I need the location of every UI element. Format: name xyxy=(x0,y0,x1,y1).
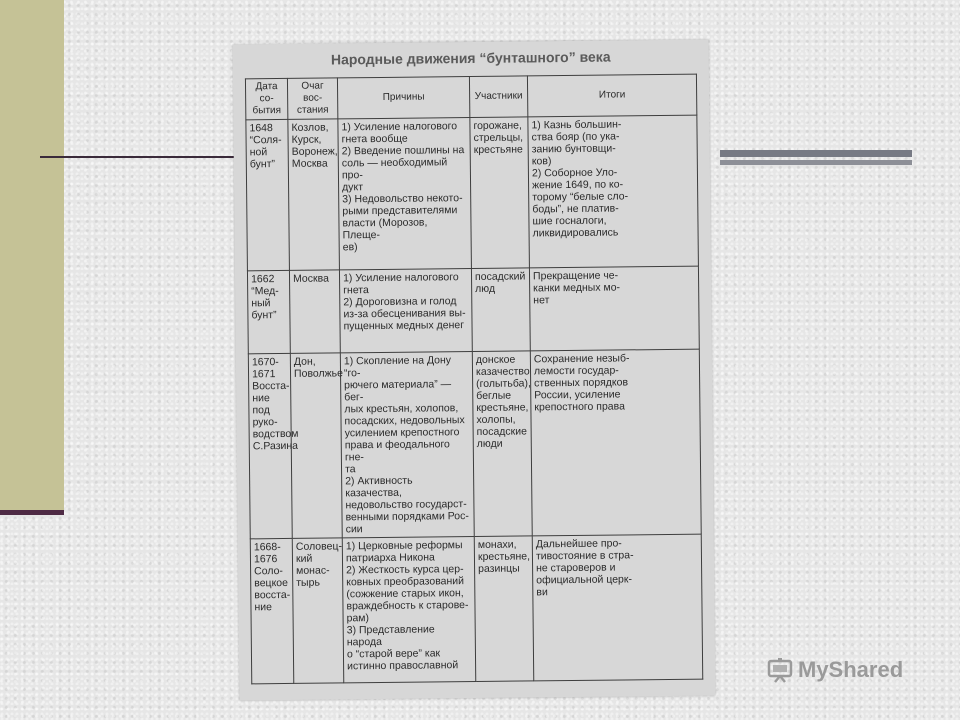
cell-place: Соловец- кий монас- тырь xyxy=(292,538,344,684)
divider-bar-right xyxy=(720,150,912,157)
cell-participants: донское казачество (голытьба), беглые крестьяне, холопы, посадские люди xyxy=(472,351,532,537)
table-row xyxy=(250,534,702,684)
cell-date: 1670- 1671 Восста- ние под руко- водством С.Разина xyxy=(248,353,292,538)
cell-causes: 1) Усиление налогового гнета вообще 2) Введение пошлины на соль — необходимый про- дукт 3) Недовольство некото- рыми представителями власти (Морозов, Плеще- ев) xyxy=(338,118,472,270)
cell-results: Прекращение че- канки медных мо- нет xyxy=(529,266,699,351)
column-header-place: Очаг вос- стания xyxy=(287,78,337,120)
table-header-row xyxy=(245,74,696,120)
cell-place: Козлов, Курск, Воронеж, Москва xyxy=(288,119,340,271)
cell-results: 1) Казнь большин- ства бояр (по ука- занию бунтовщи- ков) 2) Соборное Уло- жение 1649, по ко- торому “белые сло- боды”, не платив- шие госналоги, ликвидировались xyxy=(528,115,699,268)
presentation-board-icon xyxy=(766,656,794,684)
cell-causes: 1) Скопление на Дону “го- рючего материала” — бег- лых крестьян, холопов, посадских, недовольных усилением крепостного права и феодального гне- та 2) Активность казачества, недовольство государст- венными порядками Рос- сии xyxy=(340,352,474,538)
divider-bar-right-lower xyxy=(720,160,912,165)
uprisings-table xyxy=(245,74,703,685)
myshared-logo xyxy=(766,656,903,684)
divider-line-left xyxy=(40,156,240,158)
column-header-causes: Причины xyxy=(337,77,469,119)
document-title: Народные движения “бунташного” века xyxy=(330,48,611,68)
cell-participants: горожане, стрельцы, крестьяне xyxy=(470,117,530,269)
cell-causes: 1) Церковные реформы патриарха Никона 2) Жесткость курса цер- ковных преобразований (сожжение старых икон, враждебность к старове- рам) 3) Представление народа о “старой вере” как истинно православной xyxy=(342,537,476,683)
cell-place: Дон, Поволжье xyxy=(290,353,342,539)
column-header-participants: Участники xyxy=(469,76,527,118)
cell-causes: 1) Усиление налогового гнета 2) Дороговизна и голод из-за обесценивания вы- пущенных медных денег xyxy=(339,269,472,353)
cell-results: Сохранение незыб- лемости государ- ственных порядков России, усиление крепостного права xyxy=(530,349,701,536)
left-decorative-bar xyxy=(0,0,64,512)
table-row xyxy=(248,349,701,539)
cell-date: 1648 “Соля- ной бунт” xyxy=(246,119,290,270)
cell-place: Москва xyxy=(289,270,340,354)
table-row xyxy=(247,266,699,354)
column-header-results: Итоги xyxy=(527,74,696,117)
cell-participants: посадский люд xyxy=(471,268,530,352)
table-row xyxy=(246,115,699,271)
cell-results: Дальнейшее про- тивостояние в стра- не староверов и официальной церк- ви xyxy=(532,534,703,681)
scanned-table-page xyxy=(233,40,716,701)
cell-date: 1668- 1676 Соло- вецкое восста- ние xyxy=(250,538,294,683)
left-bar-accent xyxy=(0,510,64,515)
cell-date: 1662 “Мед- ный бунт” xyxy=(247,270,290,353)
cell-participants: монахи, крестьяне, разинцы xyxy=(474,536,534,682)
logo-text: MyShared xyxy=(798,657,904,682)
column-header-date: Дата со- бытия xyxy=(245,78,287,119)
